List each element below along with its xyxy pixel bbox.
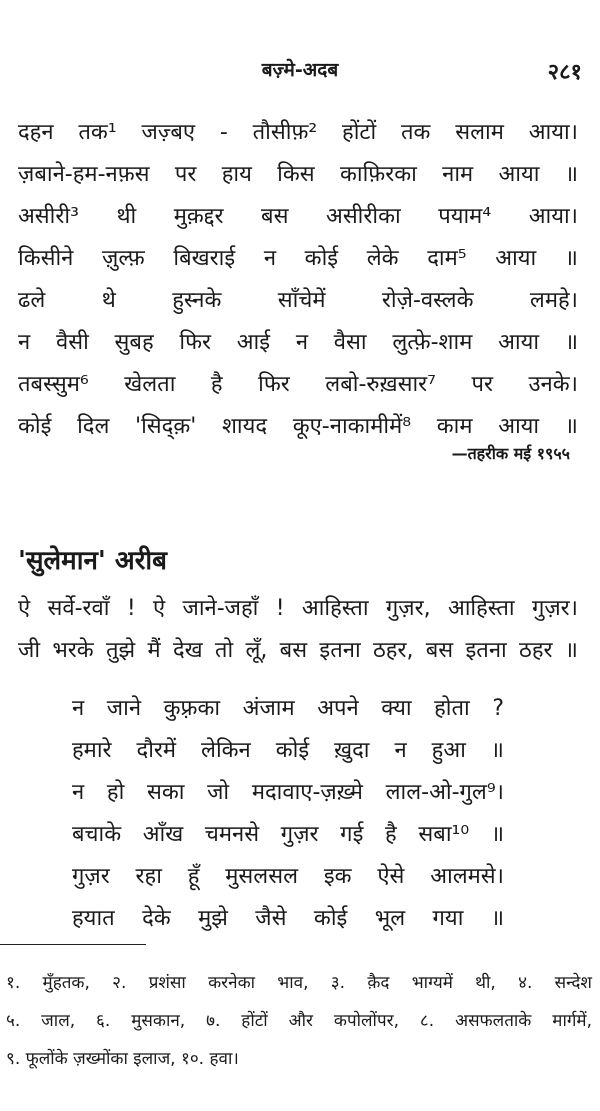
verse-line: दहन तक¹ जज़्बए - तौसीफ़² होंटों तक सलाम आया। bbox=[18, 120, 578, 145]
verse-line: किसीने ज़ुल्फ़ बिखराई न कोई लेके दाम⁵ आया ॥ bbox=[18, 246, 578, 271]
verse-line: न वैसी सुबह फिर आई न वैसा लुत्फ़े-शाम आया ॥ bbox=[18, 330, 578, 355]
verse-line: जी भरके तुझे मैं देख तो लूँ, बस इतना ठहर, बस इतना ठहर ॥ bbox=[18, 638, 578, 663]
verse-line: ऐ सर्वे-रवाँ ! ऐ जाने-जहाँ ! आहिस्ता गुज़र, आहिस्ता गुज़र। bbox=[18, 596, 578, 621]
verse-line: न हो सका जो मदावाए-ज़ख़्मे लाल-ओ-गुल⁹। bbox=[72, 780, 504, 805]
poem-1 bbox=[18, 112, 578, 448]
verse-line: ढले थे हुस्नके साँचेमें रोज़े-वस्लके लमहे। bbox=[18, 288, 578, 313]
verse-line: तबस्सुम⁶ खेलता है फिर लबो-रुख़सार⁷ पर उनके। bbox=[18, 372, 578, 397]
footnotes bbox=[6, 964, 592, 1078]
verse-line: असीरी³ थी मुक़द्दर बस असीरीका पयाम⁴ आया। bbox=[18, 204, 578, 229]
footnote-line: ९. फूलोंके ज़ख्मोंका इलाज, १०. हवा। bbox=[6, 1049, 239, 1069]
attribution: —तहरीक मई १९५५ bbox=[451, 444, 570, 463]
footnote-divider bbox=[0, 944, 146, 945]
verse-line: ज़बाने-हम-नफ़स पर हाय किस काफ़िरका नाम आया ॥ bbox=[18, 162, 578, 187]
verse-line: हमारे दौरमें लेकिन कोई ख़ुदा न हुआ ॥ bbox=[72, 738, 504, 763]
footnote-line: ५. जाल, ६. मुसकान, ७. होंटों और कपोलोंपर, ८. असफलताके मार्गमें, bbox=[6, 1011, 592, 1031]
couplet bbox=[18, 588, 578, 672]
verse-line: हयात देके मुझे जैसे कोई भूल गया ॥ bbox=[72, 906, 504, 931]
verse-line: कोई दिल 'सिद्क़' शायद कूए-नाकामीमें⁸ काम आया ॥ bbox=[18, 414, 578, 439]
page-number: २८१ bbox=[547, 60, 582, 85]
verse-line: गुज़र रहा हूँ मुसलसल इक ऐसे आलमसे। bbox=[72, 864, 504, 889]
footnote-line: १. मुँहतक, २. प्रशंसा करनेका भाव, ३. क़ैद भाग्यमें थी, ४. सन्देश bbox=[6, 973, 592, 993]
poet-heading: 'सुलेमान' अरीब bbox=[18, 546, 167, 576]
poem-2 bbox=[72, 688, 504, 940]
running-title: बज़्मे-अदब bbox=[261, 59, 339, 81]
verse-line: बचाके आँख चमनसे गुज़र गई है सबा¹⁰ ॥ bbox=[72, 822, 504, 847]
verse-line: न जाने कुफ़्रका अंजाम अपने क्या होता ? bbox=[72, 696, 504, 721]
page-header bbox=[0, 56, 600, 86]
